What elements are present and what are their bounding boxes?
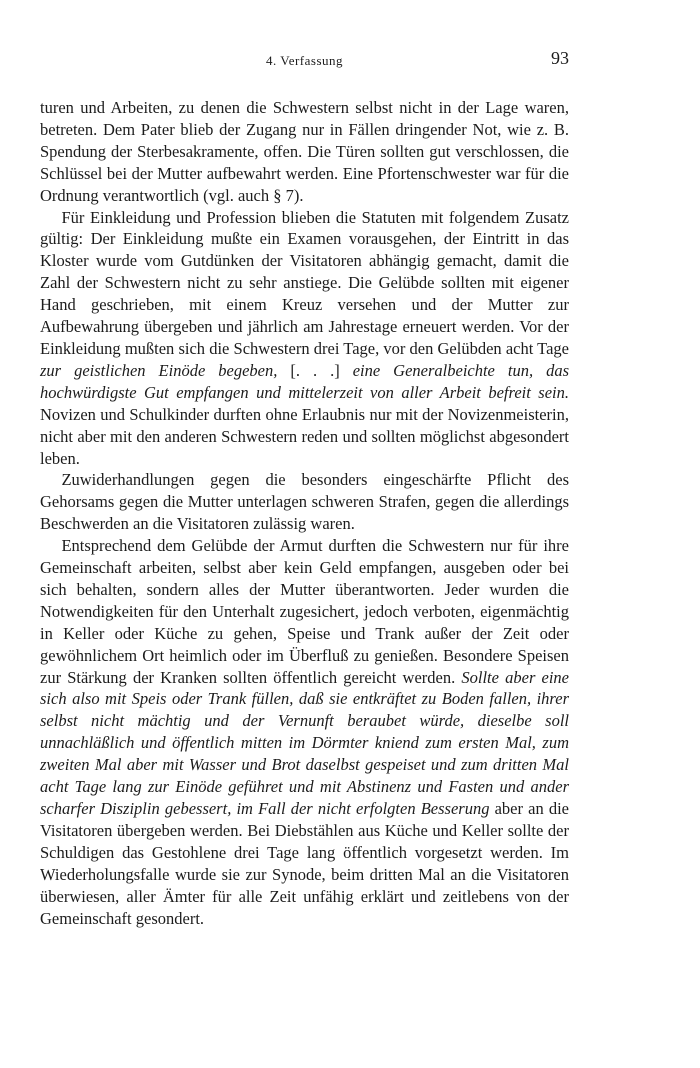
paragraph xyxy=(40,535,569,929)
section-title: 4. Verfassung xyxy=(265,53,344,68)
text-run: [. . .] xyxy=(277,360,353,380)
body-text xyxy=(40,97,569,929)
page-number: 93 xyxy=(551,48,569,68)
text-run: aber an die Visitatoren übergeben werden. Bei Diebstählen aus Küche und Keller sollte der Schuldigen das Gestohlene drei Tage lang öffentlich vorgesetzt werden. Im Wiederholungsfalle wurde sie zur Synode, beim dritten Mal an die Visitatoren überwiesen, aller Ämter für alle Zeit unfähig erklärt und zeitlebens von der Gemeinschaft gesondert. xyxy=(40,799,569,928)
paragraph xyxy=(40,207,569,470)
italic-quote: eine Generalbeichte tun, das hochwürdigste Gut empfangen und mittelerzeit von aller Arbeit befreit sein. xyxy=(40,360,569,402)
running-head xyxy=(40,48,569,82)
paragraph xyxy=(40,97,569,207)
paragraph xyxy=(40,469,569,535)
text-run: Für Einkleidung und Profession blieben die Statuten mit folgendem Zusatz gültig: Der Einkleidung mußte ein Examen vorausgehen, der Eintritt in das Kloster wurde vom Gutdünken der Visitatoren abhängig gemacht, damit die Zahl der Schwestern nicht zu sehr anstiege. Die Gelübde sollten mit eigener Hand geschrieben, mit einem Kreuz versehen und der Mutter zur Aufbewahrung übergeben und jährlich am Jahrestage erneuert werden. Vor der Einkleidung mußten sich die Schwestern drei Tage, vor den Gelübden acht Tage xyxy=(40,207,569,358)
italic-quote: zur geistlichen Einöde begeben, xyxy=(40,360,278,380)
italic-quote: Sollte aber eine sich also mit Speis oder Trank füllen, daß sie entkräftet zu Boden fallen, ihrer selbst nicht mächtig und der Vernunft beraubet würde, dieselbe soll unnachläßlich und öffentlich mitten im Dörmter kniend zum ersten Mal, zum zweiten Mal aber mit Wasser und Brot daselbst gespeiset und zum dritten Mal acht Tage lang zur Einöde geführet und mit Abstinenz und Fasten und ander scharfer Disziplin gebessert, im Fall der nicht erfolgten Besserung xyxy=(40,667,569,818)
book-page xyxy=(40,48,569,929)
text-run: turen und Arbeiten, zu denen die Schwestern selbst nicht in der Lage waren, betreten. Dem Pater blieb der Zugang nur in Fällen dringender Not, wie z. B. Spendung der Sterbesakramente, offen. Die Türen sollten gut verschlossen, die Schlüssel bei der Mutter aufbewahrt werden. Eine Pfortenschwester war für die Ordnung verantwortlich (vgl. auch § 7). xyxy=(40,98,569,205)
text-run: Zuwiderhandlungen gegen die besonders eingeschärfte Pflicht des Gehorsams gegen die Mutter unterlagen schweren Strafen, gegen die allerdings Beschwerden an die Visitatoren zulässig waren. xyxy=(40,470,569,534)
text-run: Novizen und Schulkinder durften ohne Erlaubnis nur mit der Novizenmeisterin, nicht aber mit den anderen Schwestern reden und sollten möglichst abgesondert leben. xyxy=(40,404,569,468)
text-run: Entsprechend dem Gelübde der Armut durften die Schwestern nur für ihre Gemeinschaft arbeiten, selbst aber kein Geld empfangen, ausgeben oder bei sich behalten, sondern alles der Mutter überantworten. Jeder wurden die Notwendigkeiten für den Unterhalt zugesichert, jedoch verboten, eigenmächtig in Keller oder Küche zu gehen, Speise und Trank außer der Zeit oder gewöhnlichem Ort heimlich oder im Überfluß zu genießen. Besondere Speisen zur Stärkung der Kranken sollten öffentlich gereicht werden. xyxy=(40,536,569,687)
